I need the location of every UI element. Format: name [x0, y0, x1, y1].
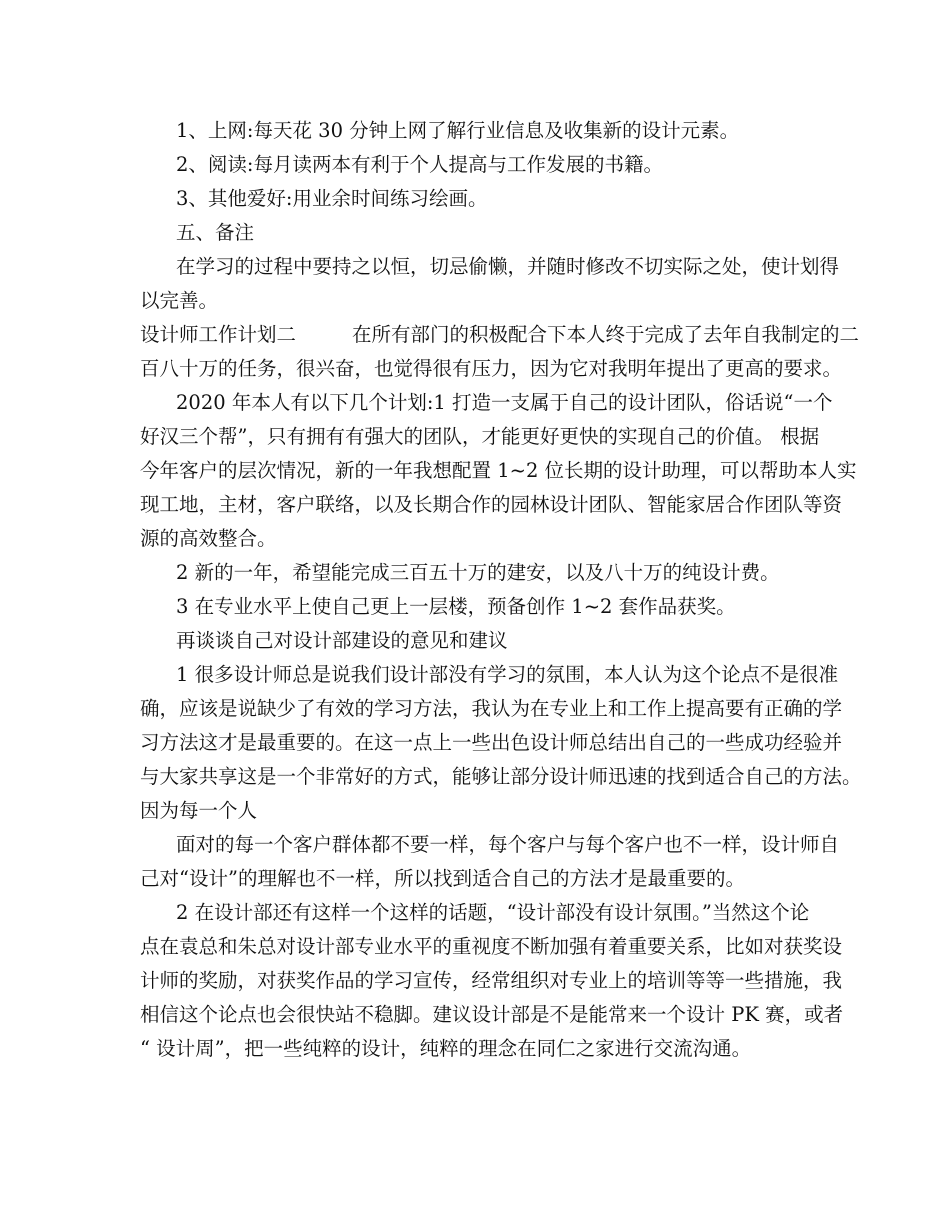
paragraph-line: 2 新的一年，希望能完成三百五十万的建安，以及八十万的纯设计费。	[176, 561, 780, 584]
paragraph-line: 1 很多设计师总是说我们设计部没有学习的氛围，本人认为这个论点不是很准	[176, 663, 839, 686]
paragraph-line: 好汉三个帮”，只有拥有有强大的团队，才能更好更快的实现自己的价值。 根据	[140, 425, 820, 448]
section-heading: 再谈谈自己对设计部建设的意见和建议	[176, 629, 508, 652]
paragraph-line: 2 在设计部还有这样一个这样的话题，“设计部没有设计氛围。”当然这个论	[176, 901, 810, 924]
paragraph-line: 3 在专业水平上使自己更上一层楼，预备创作 1~2 套作品获奖。	[176, 595, 736, 618]
paragraph-line: 百八十万的任务，很兴奋，也觉得很有压力，因为它对我明年提出了更高的要求。	[140, 357, 843, 380]
paragraph-line: 己对“设计”的理解也不一样，所以找到适合自己的方法才是最重要的。	[140, 867, 745, 890]
paragraph-line: 因为每一个人	[140, 799, 258, 822]
paragraph-line: 今年客户的层次情况，新的一年我想配置 1~2 位长期的设计助理，可以帮助本人实	[140, 459, 857, 482]
paragraph-line: 源的高效整合。	[140, 527, 277, 550]
paragraph-line: 3、其他爱好:用业余时间练习绘画。	[176, 187, 488, 210]
paragraph-line: 以完善。	[140, 289, 219, 312]
paragraph-line: 习方法这才是最重要的。在这一点上一些出色设计师总结出自己的一些成功经验并	[140, 731, 843, 754]
paragraph-line: 2020 年本人有以下几个计划:1 打造一支属于自己的设计团队，俗话说“一个	[176, 391, 833, 414]
section-heading: 五、备注	[176, 221, 255, 244]
paragraph-line	[140, 322, 859, 348]
paragraph-line: 确，应该是说缺少了有效的学习方法，我认为在专业上和工作上提高要有正确的学	[140, 697, 843, 720]
paragraph-line: 与大家共享这是一个非常好的方式，能够让部分设计师迅速的找到适合自己的方法。	[140, 765, 862, 788]
paragraph-line: 1、上网:每天花 30 分钟上网了解行业信息及收集新的设计元素。	[176, 119, 740, 142]
paragraph-line: 2、阅读:每月读两本有利于个人提高与工作发展的书籍。	[176, 153, 663, 176]
paragraph-line: 现工地，主材，客户联络，以及长期合作的园林设计团队、智能家居合作团队等资	[140, 493, 843, 516]
paragraph-line: 点在袁总和朱总对设计部专业水平的重视度不断加强有着重要关系，比如对获奖设	[140, 935, 843, 958]
plan-title: 设计师工作计划二	[140, 323, 297, 346]
paragraph-line: “ 设计周”，把一些纯粹的设计，纯粹的理念在同仁之家进行交流沟通。	[140, 1037, 752, 1060]
paragraph-line: 在学习的过程中要持之以恒，切忌偷懒，并随时修改不切实际之处，使计划得	[176, 255, 840, 278]
paragraph-text: 在所有部门的积极配合下本人终于完成了去年自我制定的二	[352, 323, 860, 346]
paragraph-line: 相信这个论点也会很快站不稳脚。建议设计部是不是能常来一个设计 PK 赛，或者	[140, 1003, 844, 1026]
paragraph-line: 面对的每一个客户群体都不要一样，每个客户与每个客户也不一样，设计师自	[176, 833, 840, 856]
paragraph-line: 计师的奖励，对获奖作品的学习宣传，经常组织对专业上的培训等等一些措施，我	[140, 969, 843, 992]
